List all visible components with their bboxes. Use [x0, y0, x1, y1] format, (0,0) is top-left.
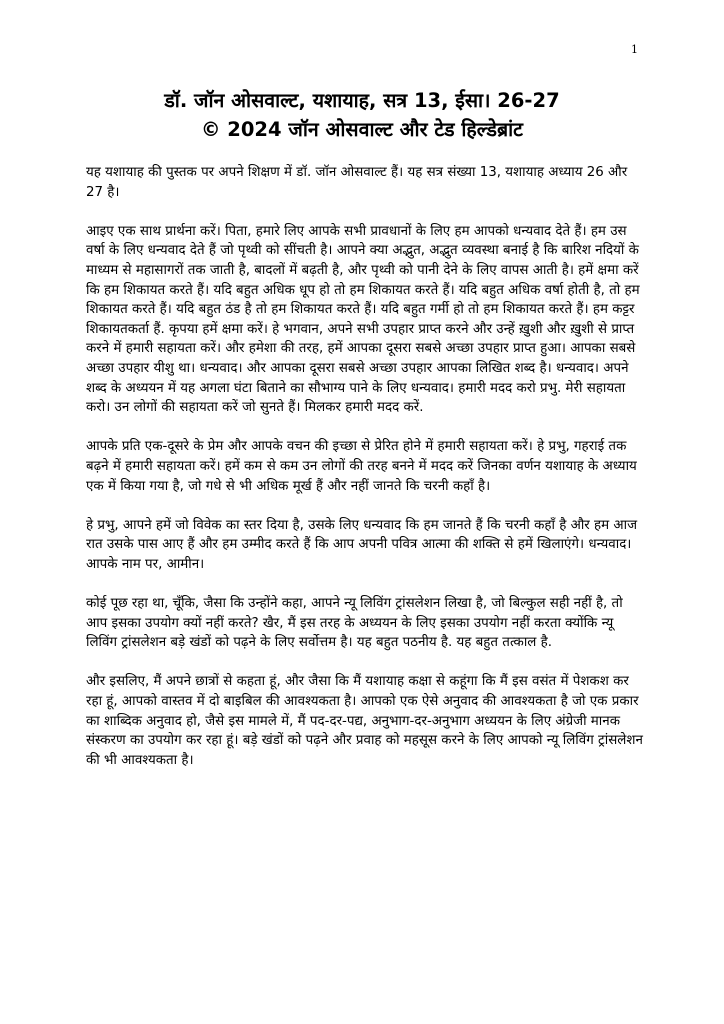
- paragraph: आइए एक साथ प्रार्थना करें। पिता, हमारे लिए आपके सभी प्रावधानों के लिए हम आपको धन्यवाद देते हैं। हम उस वर्षा के लिए धन्यवाद देते हैं जो पृथ्वी को सींचती है। आपने क्या अद्भुत, अद्भुत व्यवस्था बनाई है कि बारिश नदियों के माध्यम से महासागरों तक जाती है, बादलों में बढ़ती है, और पृथ्वी को पानी देने के लिए वापस आती है। हमें क्षमा करें कि हम शिकायत करते हैं। यदि बहुत अधिक धूप हो तो हम शिकायत करते हैं। यदि बहुत अधिक वर्षा होती है, तो हम शिकायत करते हैं। यदि बहुत ठंड है तो हम शिकायत करते हैं। यदि बहुत गर्मी हो तो हम शिकायत करते हैं। हम कट्टर शिकायतकर्ता हैं. कृपया हमें क्षमा करें। हे भगवान, अपने सभी उपहार प्राप्त करने और उन्हें ख़ुशी और ख़ुशी से प्राप्त करने में हमारी सहायता करें। और हमेशा की तरह, हमें आपका दूसरा सबसे अच्छा उपहार प्राप्त हुआ। आपका सबसे अच्छा उपहार यीशु था। धन्यवाद। और आपका दूसरा सबसे अच्छा उपहार आपका लिखित शब्द है। धन्यवाद। अपने शब्द के अध्ययन में यह अगला घंटा बिताने का सौभाग्य पाने के लिए धन्यवाद। हमारी मदद करो प्रभु. मेरी सहायता करो। उन लोगों की सहायता करें जो सुनते हैं। मिलकर हमारी मदद करें.: [86, 223, 640, 416]
- page-number: 1: [631, 43, 638, 56]
- document-title: [80, 86, 644, 144]
- title-line-1: डॉ. जॉन ओसवाल्ट, यशायाह, सत्र 13, ईसा। 26-27: [164, 89, 560, 112]
- paragraph: हे प्रभु, आपने हमें जो विवेक का स्तर दिया है, उसके लिए धन्यवाद कि हम जानते हैं कि चरनी कहाँ है और हम आज रात उसके पास आए हैं और हम उम्मीद करते हैं कि आप अपनी पवित्र आत्मा की शक्ति से हमें खिलाएंगे। धन्यवाद। आपके नाम पर, आमीन।: [86, 517, 638, 572]
- document-body: [86, 163, 644, 790]
- title-line-2: © 2024 जॉन ओसवाल्ट और टेड हिल्डेब्रांट: [201, 118, 523, 141]
- paragraph: कोई पूछ रहा था, चूँकि, जैसा कि उन्होंने कहा, आपने न्यू लिविंग ट्रांसलेशन लिखा है, जो बिल्कुल सही नहीं है, तो आप इसका उपयोग क्यों नहीं करते? खैर, मैं इस तरह के अध्ययन के लिए इसका उपयोग नहीं करता क्योंकि न्यू लिविंग ट्रांसलेशन बड़े खंडों को पढ़ने के लिए सर्वोत्तम है। यह बहुत पठनीय है. यह बहुत तत्काल है.: [86, 596, 623, 651]
- paragraph: यह यशायाह की पुस्तक पर अपने शिक्षण में डॉ. जॉन ओसवाल्ट हैं। यह सत्र संख्या 13, यशायाह अध्याय 26 और 27 है।: [86, 165, 628, 200]
- paragraph: और इसलिए, मैं अपने छात्रों से कहता हूं, और जैसा कि मैं यशायाह कक्षा से कहूंगा कि मैं इस वसंत में पेशकश कर रहा हूं, आपको वास्तव में दो बाइबिल की आवश्यकता है। आपको एक ऐसे अनुवाद की आवश्यकता है जो एक प्रकार का शाब्दिक अनुवाद हो, जैसे इस मामले में, मैं पद-दर-पद्य, अनुभाग-दर-अनुभाग अध्ययन के लिए अंग्रेजी मानक संस्करण का उपयोग कर रहा हूं। बड़े खंडों को पढ़ने और प्रवाह को महसूस करने के लिए आपको न्यू लिविंग ट्रांसलेशन की भी आवश्यकता है।: [86, 674, 643, 768]
- paragraph: आपके प्रति एक-दूसरे के प्रेम और आपके वचन की इच्छा से प्रेरित होने में हमारी सहायता करें। हे प्रभु, गहराई तक बढ़ने में हमारी सहायता करें। हमें कम से कम उन लोगों की तरह बनने में मदद करें जिनका वर्णन यशायाह के अध्याय एक में किया गया है, जो गधे से भी अधिक मूर्ख हैं और नहीं जानते कि चरनी कहाँ है।: [86, 439, 637, 494]
